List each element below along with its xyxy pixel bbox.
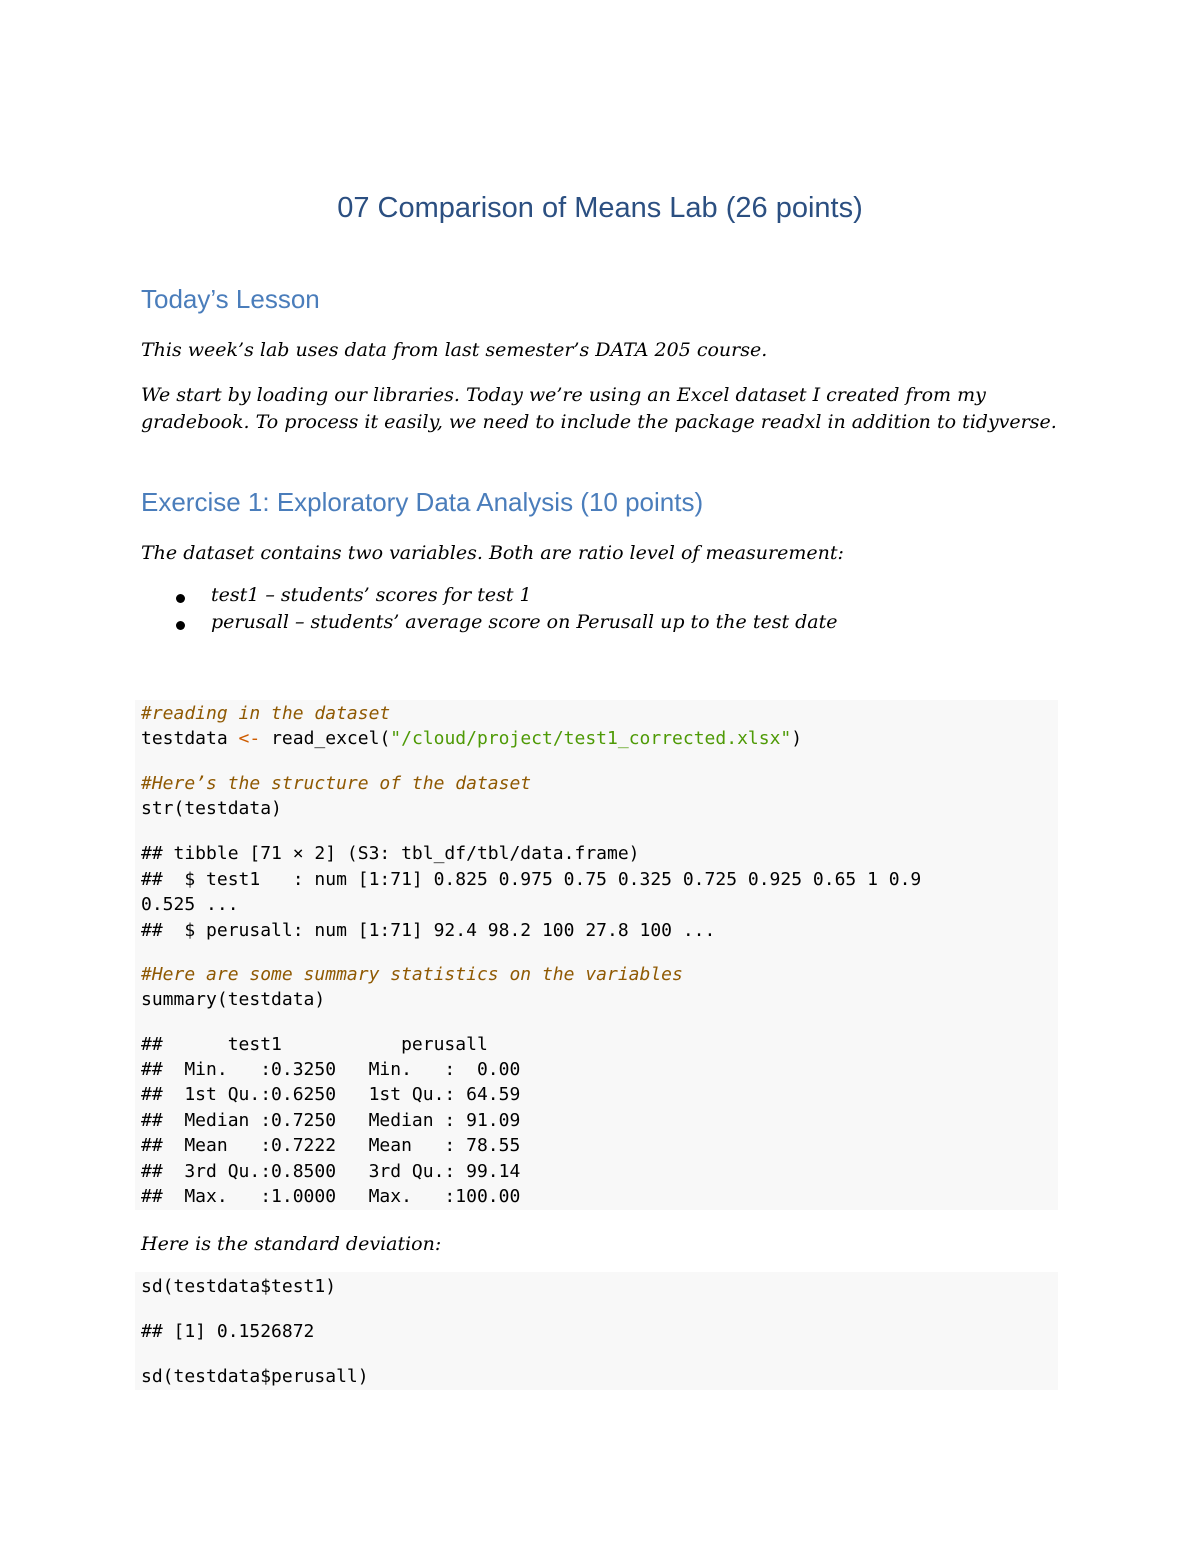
bullet-item-perusall: perusall – students’ average score on Perusall up to the test date — [211, 611, 838, 633]
output-line: ## $ perusall: num [1:71] 92.4 98.2 100 27.8 100 ... — [141, 920, 716, 941]
output-line: ## $ test1 : num [1:71] 0.825 0.975 0.75 0.325 0.725 0.925 0.65 1 0.9 — [141, 869, 922, 890]
summary-output-line: ## Mean :0.7222 Mean : 78.55 — [141, 1135, 542, 1156]
sd-intro-text: Here is the standard deviation: — [141, 1233, 442, 1255]
lesson-paragraph-2-line-2: gradebook. To process it easily, we need to include the package readxl in addition to tidyverse. — [141, 411, 1057, 433]
bullet-icon — [176, 621, 185, 630]
summary-output-line: ## test1 perusall — [141, 1034, 542, 1055]
lesson-paragraph-1: This week’s lab uses data from last semester’s DATA 205 course. — [141, 339, 768, 361]
code-comment-structure: #Here’s the structure of the dataset — [141, 773, 532, 794]
summary-output-line: ## Min. :0.3250 Min. : 0.00 — [141, 1059, 542, 1080]
code-comment-reading: #reading in the dataset — [141, 703, 391, 724]
summary-output-line: ## Max. :1.0000 Max. :100.00 — [141, 1186, 542, 1207]
output-line: 0.525 ... — [141, 894, 239, 915]
lesson-heading: Today’s Lesson — [141, 284, 320, 314]
bullet-icon — [176, 594, 185, 603]
page-title: 07 Comparison of Means Lab (26 points) — [337, 192, 863, 224]
code-line-sd-test1: sd(testdata$test1) — [141, 1276, 337, 1297]
output-line: ## tibble [71 × 2] (S3: tbl_df/tbl/data.frame) — [141, 843, 640, 864]
code-line-sd-perusall: sd(testdata$perusall) — [141, 1366, 369, 1387]
output-line-sd-test1: ## [1] 0.1526872 — [141, 1321, 315, 1342]
exercise1-heading: Exercise 1: Exploratory Data Analysis (10 points) — [141, 487, 704, 517]
exercise1-intro: The dataset contains two variables. Both are ratio level of measurement: — [141, 542, 844, 564]
summary-output-line: ## Median :0.7250 Median : 91.09 — [141, 1110, 542, 1131]
code-comment-summary: #Here are some summary statistics on the variables — [141, 964, 683, 985]
code-line-summary: summary(testdata) — [141, 989, 326, 1010]
lesson-paragraph-2-line-1: We start by loading our libraries. Today we’re using an Excel dataset I created from my — [141, 384, 986, 406]
summary-output-line: ## 1st Qu.:0.6250 1st Qu.: 64.59 — [141, 1084, 542, 1105]
bullet-item-test1: test1 – students’ scores for test 1 — [211, 584, 532, 606]
code-line-str: str(testdata) — [141, 798, 282, 819]
code-line-read-excel: testdata <- read_excel("/cloud/project/test1_corrected.xlsx") — [141, 728, 803, 749]
summary-output-line: ## 3rd Qu.:0.8500 3rd Qu.: 99.14 — [141, 1161, 542, 1182]
